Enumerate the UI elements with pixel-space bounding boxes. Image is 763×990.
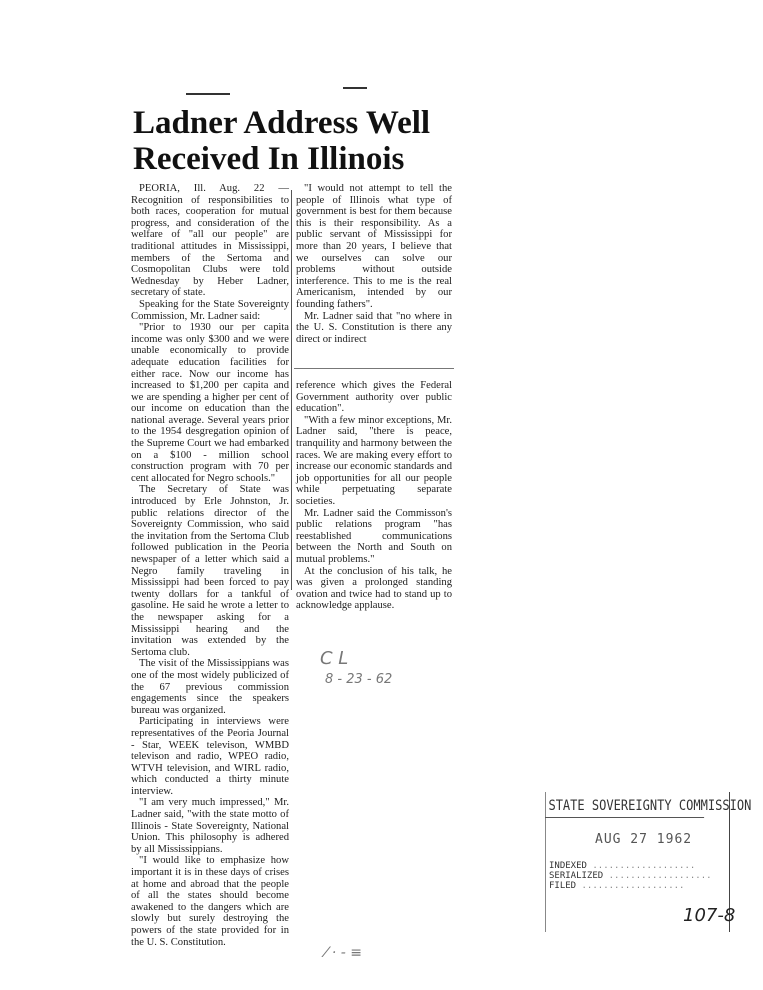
paragraph: The visit of the Mississippians was one of the most widely publicized of the 67 previous commission engagements since the speakers bureau was organized.	[131, 658, 289, 716]
stamp-title: STATE SOVEREIGNTY COMMISSION	[545, 792, 704, 818]
stamp-filed: FILED ...................	[549, 881, 685, 891]
paragraph: reference which gives the Federal Government authority over public education".	[296, 380, 452, 415]
article-column-1	[131, 183, 289, 948]
column-divider	[291, 190, 292, 590]
stamp-date: AUG 27 1962	[595, 832, 693, 847]
paragraph: "I am very much impressed," Mr. Ladner said, "with the state motto of Illinois - State Sovereignty, National Union. This philosophy is adhered by all Mississippians.	[131, 797, 289, 855]
handwritten-initials: C L	[320, 648, 349, 669]
top-rule-left	[186, 93, 230, 95]
paragraph: The Secretary of State was introduced by Erle Johnston, Jr. public relations director of the Sovereignty Commission, who said the invitation from the Sertoma Club followed publication in the Peoria newspaper of a letter which said a Negro family traveling in Mississippi had been forced to pay twenty dollars for a tankful of gasoline. He said he wrote a letter to the newspaper asking for a Mississippi hearing and the invitation was extended by the Sertoma club.	[131, 484, 289, 658]
headline-line-2: Received In Illinois	[133, 141, 405, 177]
top-rule-right	[343, 87, 367, 89]
stamp-serialized: SERIALIZED ...................	[549, 871, 712, 881]
stamp-file-number: 107-8	[683, 905, 736, 926]
paragraph: "I would like to emphasize how important it is in these days of crises at home and abroad that the people of all the states should become awakened to the dangers which are slowly but surely destroying the powers of the state provided for in the U. S. Constitution.	[131, 855, 289, 948]
article-column-2-bottom	[296, 380, 452, 612]
handwritten-scribble: ⁄ · ‐ ≡	[325, 945, 362, 961]
paragraph: Mr. Ladner said the Commisson's public relations program "has reestablished communications between the North and South on mutual problems."	[296, 507, 452, 565]
paragraph: "I would not attempt to tell the people of Illinois what type of government is best for them because this is their responsibility. As a public servant of Mississippi for more than 20 years, I believe that we ourselves can solve our problems without outside interference. This to me is the real Americanism, intended by our founding fathers".	[296, 183, 452, 310]
stamp-indexed: INDEXED ...................	[549, 861, 696, 871]
paragraph: At the conclusion of his talk, he was given a prolonged standing ovation and twice had to stand up to acknowledge applause.	[296, 565, 452, 612]
article-headline	[133, 105, 453, 177]
paragraph: Speaking for the State Sovereignty Commission, Mr. Ladner said:	[131, 298, 289, 322]
paragraph: Participating in interviews were representatives of the Peoria Journal - Star, WEEK televison, WMBD televison and radio, WPEO radio, WTVH television, and WIRL radio, which conducted a thirty minute interview.	[131, 716, 289, 797]
paragraph: "Prior to 1930 our per capita income was only $300 and we were unable economically to provide adequate education facilities for either race. Now our income has increased to $1,200 per capita and we are spending a higher per cent of our income on education than the national average. Several years prior to the 1954 desgregation opinion of the Supreme Court we had embarked on a $100 - million school construction program with 70 per cent allocated for Negro schools."	[131, 322, 289, 484]
column-cut-line	[294, 368, 454, 369]
paragraph: PEORIA, Ill. Aug. 22 — Recognition of responsibilities to both races, cooperation for mutual progress, and consideration of the welfare of "all our people" are traditional attitudes in Mississippi, members of the Sertoma and Cosmopolitan Clubs were told Wednesday by Heber Ladner, secretary of state.	[131, 183, 289, 299]
paragraph: Mr. Ladner said that "no where in the U. S. Constitution is there any direct or indirect	[296, 310, 452, 345]
handwritten-date: 8 - 23 - 62	[325, 672, 393, 687]
article-column-2-top	[296, 183, 452, 345]
filing-stamp	[545, 792, 752, 891]
headline-line-1: Ladner Address Well	[133, 105, 431, 141]
paragraph: "With a few minor exceptions, Mr. Ladner said, "there is peace, tranquility and harmony between the races. We are making every effort to increase our economic standards and job opportunities for all our people while perpetuating separate societies.	[296, 414, 452, 507]
